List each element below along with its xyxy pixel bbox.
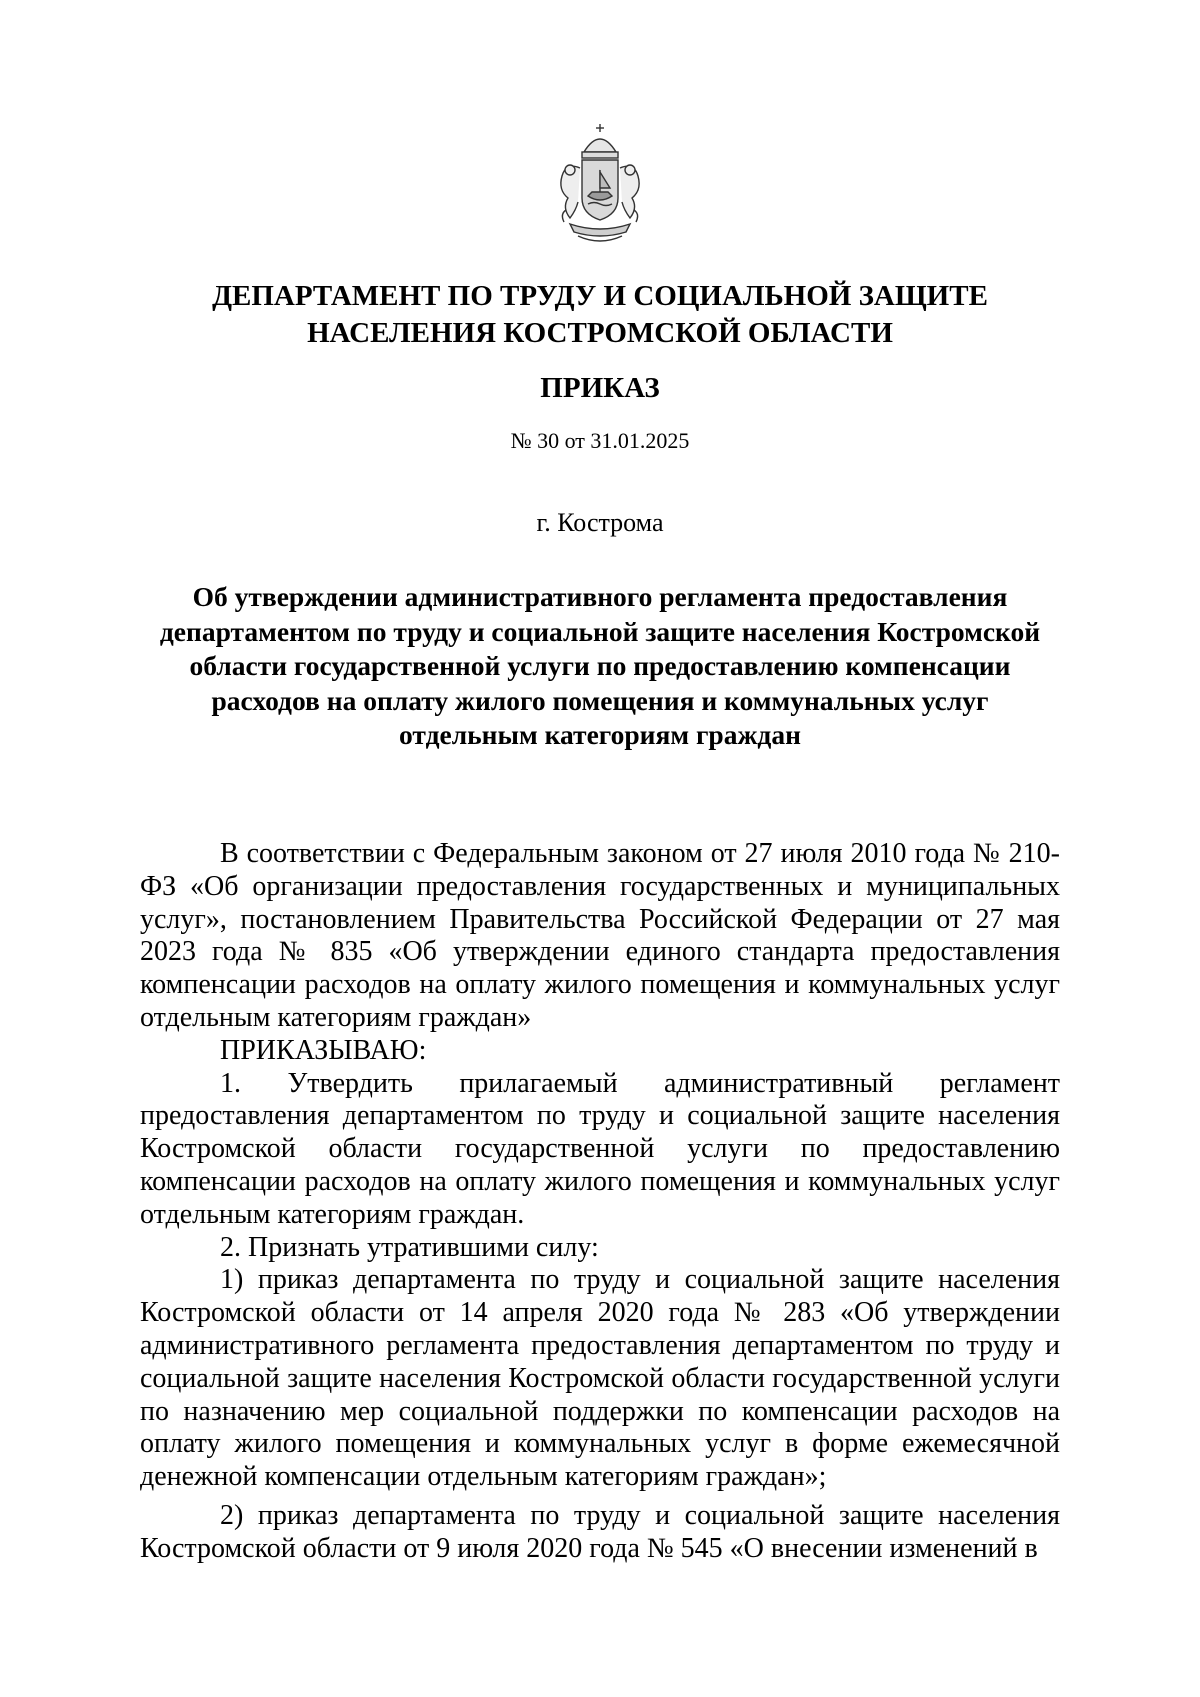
- department-name-line2: НАСЕЛЕНИЯ КОСТРОМСКОЙ ОБЛАСТИ: [307, 317, 893, 349]
- department-name: [140, 278, 1060, 352]
- item-2-paragraph: 2. Признать утратившими силу:: [220, 1231, 599, 1263]
- department-name-line1: ДЕПАРТАМЕНТ ПО ТРУДУ И СОЦИАЛЬНОЙ ЗАЩИТЕ: [212, 280, 988, 312]
- preamble-paragraph: В соответствии с Федеральным законом от 27 июля 2010 года № 210-ФЗ «Об организации предоставления государственных и муниципальных услуг», постановлением Правительства Российской Федерации от 27 мая 2023 года № 835 «Об утверждении единого стандарта предоставления компенсации расходов на оплату жилого помещения и коммунальных услуг отдельным категориям граждан»: [140, 838, 1060, 1033]
- order-directive: ПРИКАЗЫВАЮ:: [220, 1034, 427, 1066]
- order-subject: [140, 580, 1060, 753]
- order-body: [140, 838, 1060, 1566]
- subject-line: области государственной услуги по предоставлению компенсации: [189, 650, 1011, 681]
- subject-line: Об утверждении административного регламента предоставления: [192, 581, 1008, 612]
- subject-line: отдельным категориям граждан: [399, 719, 801, 750]
- subject-line: департаментом по труду и социальной защите населения Костромской: [159, 615, 1041, 647]
- item-1-paragraph: 1. Утвердить прилагаемый административный регламент предоставления департаментом по труду и социальной защите населения Костромской области государственной услуги по предоставлению компенсации расходов на оплату жилого помещения и коммунальных услуг отдельным категориям граждан.: [140, 1067, 1060, 1230]
- order-number-date: № 30 от 31.01.2025: [510, 428, 690, 453]
- subject-line: расходов на оплату жилого помещения и коммунальных услуг: [211, 684, 989, 716]
- document-type: ПРИКАЗ: [540, 372, 660, 404]
- item-2-1-paragraph: 1) приказ департамента по труду и социальной защите населения Костромской области от 14 апреля 2020 года № 283 «Об утверждении административного регламента предоставления департаментом по труду и социальной защите населения Костромской области государственной услуги по назначению мер социальной поддержки по компенсации расходов на оплату жилого помещения и коммунальных услуг в форме ежемесячной денежной компенсации отдельным категориям граждан»;: [140, 1264, 1060, 1493]
- city: г. Кострома: [536, 508, 664, 537]
- item-2-2-paragraph: 2) приказ департамента по труду и социальной защите населения Костромской области от 9 июля 2020 года № 545 «О внесении изменений в: [140, 1499, 1060, 1564]
- coat-of-arms-emblem: [548, 118, 652, 248]
